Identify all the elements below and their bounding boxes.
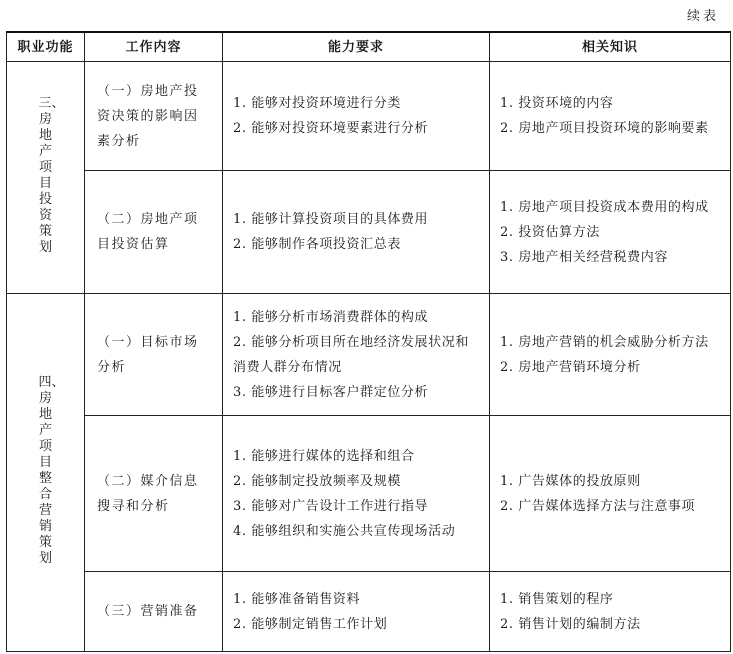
header-work: 工作内容: [85, 32, 223, 62]
knowledge-cell: [490, 572, 731, 652]
ability-item: 3. 能够进行目标客户群定位分析: [233, 384, 429, 400]
ability-item: 2. 能够对投资环境要素进行分析: [233, 121, 429, 136]
knowledge-item: 2. 房地产项目投资环境的影响要素: [500, 121, 709, 136]
work-content-cell: （三）营销准备: [85, 572, 223, 652]
function-label: 三、房地产项目投资策划: [38, 95, 65, 255]
knowledge-cell: [490, 416, 731, 572]
knowledge-cell: [490, 62, 731, 171]
knowledge-item: 2. 投资估算方法: [500, 224, 600, 240]
knowledge-item: 1. 广告媒体的投放原则: [500, 473, 641, 489]
function-label: 四、房地产项目整合营销策划: [38, 374, 65, 566]
ability-item: 1. 能够计算投资项目的具体费用: [233, 212, 429, 227]
ability-item: 1. 能够分析市场消费群体的构成: [233, 309, 429, 325]
ability-item: 1. 能够准备销售资料: [233, 591, 361, 607]
ability-item: 4. 能够组织和实施公共宣传现场活动: [233, 523, 456, 539]
function-cell: [7, 294, 85, 652]
ability-item: 1. 能够进行媒体的选择和组合: [233, 448, 415, 464]
header-row: [7, 32, 731, 62]
ability-cell: [223, 171, 490, 294]
ability-cell: [223, 572, 490, 652]
table-row: [7, 416, 731, 572]
header-ability: 能力要求: [223, 32, 490, 62]
knowledge-cell: [490, 294, 731, 416]
occupational-standard-table: [6, 31, 731, 652]
table-row: [7, 171, 731, 294]
knowledge-item: 1. 投资环境的内容: [500, 96, 614, 111]
knowledge-item: 2. 销售计划的编制方法: [500, 616, 641, 632]
ability-item: 1. 能够对投资环境进行分类: [233, 96, 401, 111]
work-content-cell: （一）房地产投资决策的影响因素分析: [85, 62, 223, 171]
function-cell: [7, 62, 85, 294]
ability-item: 2. 能够分析项目所在地经济发展状况和消费人群分布情况: [233, 334, 469, 375]
table-row: [7, 294, 731, 416]
knowledge-item: 1. 房地产项目投资成本费用的构成: [500, 199, 709, 215]
table-row: [7, 572, 731, 652]
ability-cell: [223, 294, 490, 416]
ability-cell: [223, 416, 490, 572]
ability-item: 2. 能够制定销售工作计划: [233, 616, 388, 632]
header-knowledge: 相关知识: [490, 32, 731, 62]
knowledge-item: 2. 房地产营销环境分析: [500, 359, 641, 375]
ability-cell: [223, 62, 490, 171]
knowledge-item: 1. 销售策划的程序: [500, 591, 614, 607]
header-function: 职业功能: [7, 32, 85, 62]
ability-item: 3. 能够对广告设计工作进行指导: [233, 498, 429, 514]
knowledge-item: 3. 房地产相关经营税费内容: [500, 249, 668, 265]
knowledge-cell: [490, 171, 731, 294]
work-content-cell: （二）媒介信息搜寻和分析: [85, 416, 223, 572]
work-content-cell: （二）房地产项目投资估算: [85, 171, 223, 294]
ability-item: 2. 能够制作各项投资汇总表: [233, 237, 401, 252]
ability-item: 2. 能够制定投放频率及规模: [233, 473, 401, 489]
knowledge-item: 2. 广告媒体选择方法与注意事项: [500, 498, 696, 514]
continued-label: 续表: [686, 9, 719, 24]
work-content-cell: （一）目标市场分析: [85, 294, 223, 416]
table-row: [7, 62, 731, 171]
knowledge-item: 1. 房地产营销的机会威胁分析方法: [500, 334, 709, 350]
